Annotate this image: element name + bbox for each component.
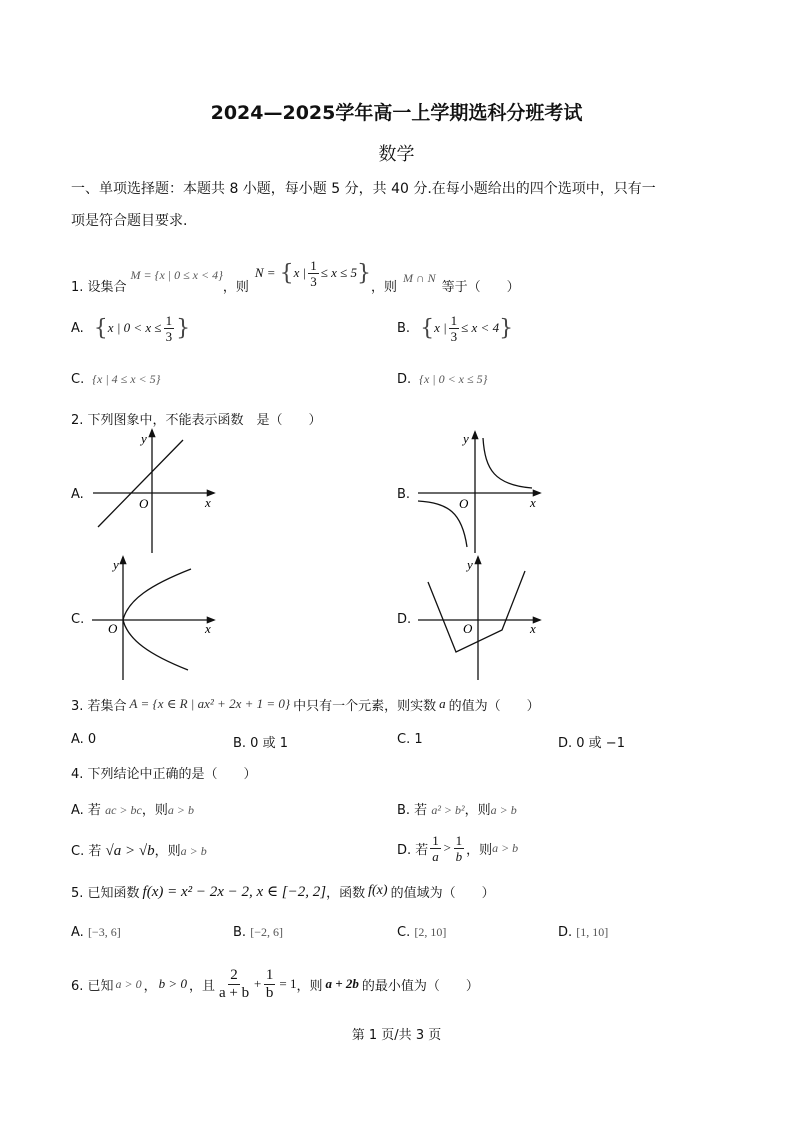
- graph-a-line: [93, 430, 214, 553]
- axis-y-label: y: [113, 557, 119, 572]
- q5-b-text: [−2, 6]: [250, 925, 283, 939]
- q2-option-d-label[interactable]: D.: [397, 612, 412, 627]
- denominator: b: [265, 984, 274, 1001]
- numerator: 1: [165, 312, 173, 328]
- q1-c-text: {x | 4 ≤ x < 5}: [92, 372, 161, 386]
- option-label: C.: [71, 372, 85, 387]
- q1-then: ，则: [370, 279, 397, 295]
- q6-sep: ，: [143, 978, 157, 994]
- q3-suffix-b: 的值为（ ）: [448, 698, 540, 714]
- option-label: D. 若: [397, 842, 429, 858]
- q4-d-then: ，则: [466, 842, 493, 858]
- q4-c-then: ，则: [154, 844, 181, 859]
- q5-suffix: 的值域为（ ）: [390, 885, 495, 901]
- option-label: D.: [558, 925, 573, 940]
- q3-option-b[interactable]: B. 0 或 1: [233, 736, 288, 751]
- page-footer: 第 1 页/共 3 页: [351, 1028, 442, 1043]
- q6-expr: a + 2b: [325, 976, 359, 991]
- q4-option-d[interactable]: [397, 828, 518, 868]
- q4-option-b[interactable]: [397, 799, 517, 818]
- option-label: D.: [397, 372, 412, 387]
- option-label: A.: [71, 925, 84, 940]
- q6-prefix: 6. 已知: [71, 978, 114, 994]
- option-label: A.: [71, 320, 84, 336]
- q3-option-d[interactable]: D. 0 或 −1: [558, 736, 625, 751]
- q4-b-res: a > b: [490, 803, 517, 817]
- q4-a-cond: ac > bc: [105, 803, 142, 817]
- axis-y-label: y: [467, 557, 473, 572]
- option-label: A. 若: [71, 803, 101, 818]
- right-brace: }: [356, 260, 371, 286]
- numerator: 1: [432, 832, 439, 848]
- axis-y-label: y: [141, 431, 147, 446]
- denominator: a + b: [218, 984, 250, 1001]
- left-brace: {: [93, 315, 108, 341]
- question-6: [71, 962, 479, 1006]
- axis-y-label: y: [463, 431, 469, 446]
- axis-x-label: x: [530, 621, 536, 636]
- q6-frac1: [217, 968, 251, 1001]
- q3-prefix: 3. 若集合: [71, 698, 127, 714]
- q5-d-text: [1, 10]: [576, 925, 609, 939]
- numerator: 1: [450, 312, 458, 328]
- q4-option-c[interactable]: [71, 840, 207, 860]
- right-brace: }: [499, 315, 514, 341]
- q3-set: A = {x ∈ R | ax² + 2x + 1 = 0}: [129, 696, 291, 711]
- graph-c-parabola: [92, 557, 214, 680]
- numerator: 2: [230, 966, 238, 983]
- denominator: b: [455, 848, 463, 864]
- left-brace: {: [279, 260, 294, 286]
- q4-d-frac1: [430, 834, 441, 863]
- denominator: 3: [165, 328, 173, 344]
- axis-x-label: x: [205, 621, 211, 636]
- q3-suffix-a: 中只有一个元素，则实数: [293, 698, 437, 714]
- q5-mid: ，函数: [326, 885, 366, 901]
- numerator: 1: [310, 257, 317, 273]
- q5-option-a[interactable]: [71, 925, 121, 940]
- q4-a-then: ，则: [141, 803, 168, 818]
- q1-b-right: ≤ x < 4: [461, 320, 500, 335]
- axis-x-label: x: [205, 495, 211, 510]
- question-5: [71, 881, 495, 901]
- q4-b-cond: a² > b²: [431, 803, 465, 817]
- q5-c-text: [2, 10]: [414, 925, 447, 939]
- exam-title: 2024—2025学年高一上学期选科分班考试: [210, 102, 583, 124]
- q6-and: ，且: [188, 978, 215, 994]
- denominator: 3: [450, 328, 458, 344]
- q2-option-c-label[interactable]: C.: [71, 612, 85, 627]
- option-label: C. 若: [71, 844, 102, 859]
- left-brace: {: [420, 315, 435, 341]
- q5-option-c[interactable]: [397, 925, 446, 940]
- q5-option-d[interactable]: [558, 925, 608, 940]
- q4-a-res: a > b: [167, 803, 194, 817]
- denominator: a: [432, 848, 439, 864]
- q1-n-x: x |: [293, 265, 307, 280]
- option-label: B.: [233, 925, 247, 940]
- option-label: B.: [397, 320, 411, 336]
- q1-a-left: x | 0 < x ≤: [107, 320, 162, 335]
- origin-label: O: [139, 496, 149, 511]
- q5-a-text: [−3, 6]: [87, 925, 121, 939]
- q1-intersection: M ∩ N: [403, 270, 436, 285]
- q5-option-b[interactable]: [233, 925, 283, 940]
- option-label: B. 若: [397, 803, 428, 818]
- origin-label: O: [459, 496, 469, 511]
- q4-d-frac2: [454, 834, 465, 863]
- q1-d-text: {x | 0 < x ≤ 5}: [419, 372, 488, 386]
- q1-set-m: M = {x | 0 ≤ x < 4}: [130, 267, 223, 282]
- origin-label: O: [463, 621, 473, 636]
- section-header-line1: 一、单项选择题：本题共 8 小题，每小题 5 分，共 40 分.在每小题给出的四个选项中，只有一: [71, 181, 656, 197]
- q1-suffix: 等于（ ）: [441, 279, 520, 295]
- q5-func: f(x) = x² − 2x − 2, x ∈ [−2, 2]: [142, 883, 327, 900]
- q2-option-b-label[interactable]: B.: [397, 487, 411, 502]
- q6-b-cond: b > 0: [158, 976, 187, 991]
- q1-b-left: x |: [434, 320, 447, 335]
- exam-subject: 数学: [378, 144, 415, 165]
- numerator: 1: [455, 832, 463, 848]
- q4-c-cond: √a > √b: [105, 843, 155, 859]
- right-brace: }: [176, 315, 191, 341]
- q4-d-res: a > b: [492, 840, 519, 855]
- option-label: C.: [397, 925, 411, 940]
- graph-b-hyperbola: [418, 431, 540, 553]
- q4-d-gt: >: [442, 840, 452, 855]
- section-header-line2: 项是符合题目要求.: [71, 213, 188, 229]
- q5-prefix: 5. 已知函数: [71, 885, 140, 901]
- numerator: 1: [265, 966, 274, 983]
- question-2: 2. 下列图象中，不能表示函数 是（ ）: [71, 413, 322, 428]
- q6-frac2: [264, 968, 276, 1001]
- origin-label: O: [108, 621, 118, 636]
- q1-n-left: N =: [254, 265, 276, 280]
- q4-option-a[interactable]: [71, 799, 194, 818]
- q3-option-c[interactable]: C. 1: [397, 732, 423, 747]
- q4-c-res: a > b: [180, 844, 207, 858]
- q1-mid: ，则: [222, 279, 249, 295]
- q1-n-right: ≤ x ≤ 5: [320, 265, 357, 280]
- question-4: 4. 下列结论中正确的是（ ）: [71, 767, 257, 782]
- q5-fx: f(x): [368, 883, 388, 898]
- q3-option-a[interactable]: A. 0: [71, 732, 97, 747]
- q1-prefix: 1. 设集合: [71, 279, 127, 295]
- q6-suffix: 的最小值为（ ）: [361, 978, 479, 994]
- q3-var: a: [439, 696, 446, 711]
- question-3: [71, 692, 540, 716]
- denominator: 3: [310, 273, 317, 289]
- q2-option-a-label[interactable]: A.: [71, 487, 84, 502]
- q6-then: ，则: [296, 978, 323, 994]
- q6-eq: = 1: [279, 976, 297, 991]
- q4-b-then: ，则: [464, 803, 491, 818]
- q6-a-cond: a > 0: [115, 976, 142, 991]
- axis-x-label: x: [530, 495, 536, 510]
- graph-d-polyline: [418, 557, 540, 680]
- q6-plus: +: [253, 976, 262, 991]
